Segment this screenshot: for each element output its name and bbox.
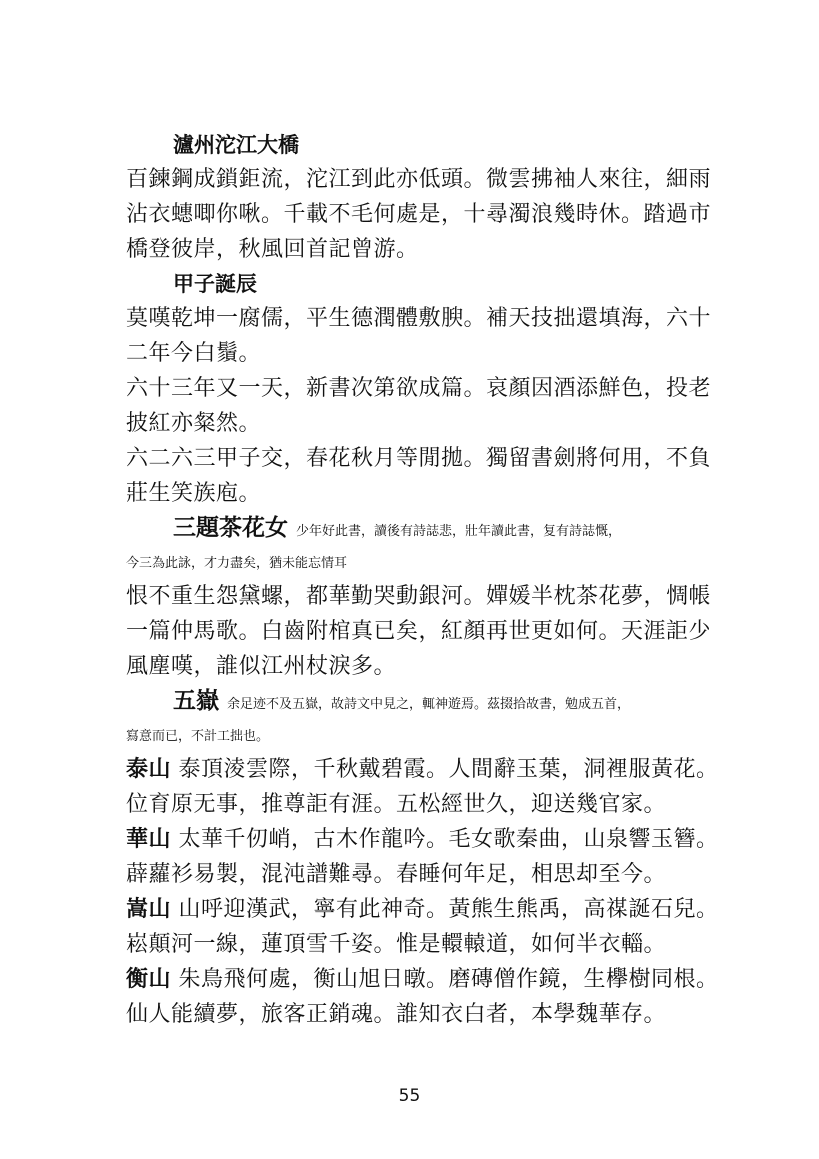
poem-line: 恨不重生怨黛螺，都華勤哭動銀河。嬋媛半枕茶花夢，惆帳 <box>126 584 712 609</box>
mountain-line <box>126 962 726 997</box>
poem-note: 余足迹不及五嶽，故詩文中見之，輒神遊焉。茲掇拾故書，勉成五首， <box>227 697 631 712</box>
document-page <box>126 128 726 1032</box>
poem-line: 莫嘆乾坤一腐儒，平生德潤體敷腴。補天技拙還填海，六十 <box>126 306 712 331</box>
poem-line: 二年今白鬚。 <box>126 341 262 366</box>
poem-line: 六十三年又一天，新書次第欲成篇。哀顏因酒添鮮色，投老 <box>126 376 712 401</box>
poem-line: 莊生笑族庖。 <box>126 481 262 506</box>
mountain-name: 華山 <box>126 827 172 852</box>
poem-note: 少年好此書，讀後有詩誌悲，壯年讀此書，复有詩誌慨， <box>296 524 622 539</box>
mountain-verse: 崧顛河一線，蓮頂雪千姿。惟是轘轅道，如何半衣輜。 <box>126 932 667 957</box>
poem-title: 三題茶花女 <box>173 515 288 541</box>
mountain-verse: 太華千仞峭，古木作龍吟。毛女歌秦曲，山泉響玉簪。 <box>178 827 719 852</box>
mountain-verse: 薜蘿衫易製，混沌譜難尋。春睡何年足，相思却至今。 <box>126 862 667 887</box>
mountain-verse: 朱鳥飛何處，衡山旭日暾。磨磚僧作鏡，生欅樹同根。 <box>178 967 719 992</box>
poem-title-with-note <box>126 684 726 722</box>
poem-note-continued: 寫意而已，不計工拙也。 <box>126 729 270 744</box>
mountain-name: 嵩山 <box>126 897 172 922</box>
poem-title: 五嶽 <box>173 688 219 714</box>
mountain-verse: 山呼迎漢武，寧有此神奇。黃熊生熊禹，高禖誕石兒。 <box>178 897 719 922</box>
mountain-verse: 泰頂淩雲際，千秋戴碧霞。人間辭玉葉，洞裡服黃花。 <box>178 757 719 782</box>
poem-line: 百鍊鋼成鎖鉅流，沱江到此亦低頭。微雲拂袖人來往，細雨 <box>126 167 712 192</box>
poem-line: 風塵嘆，誰似江州杖淚多。 <box>126 654 397 679</box>
mountain-verse: 位育原无事，推尊詎有涯。五松經世久，迎送幾官家。 <box>126 792 667 817</box>
mountain-line <box>126 892 726 927</box>
poem-line: 沾衣蟪唧你啾。千載不毛何處是，十尋濁浪幾時休。踏過市 <box>126 202 712 227</box>
mountain-line <box>126 752 726 787</box>
poem-line: 披紅亦粲然。 <box>126 411 262 436</box>
poem-line: 一篇仲馬歌。白齒附棺真已矣，紅顏再世更如何。天涯詎少 <box>126 619 712 644</box>
mountain-line <box>126 822 726 857</box>
poem-title: 瀘州沱江大橋 <box>173 133 299 157</box>
poem-note-continued: 今三為此詠，才力盡矣，猶未能忘情耳 <box>126 556 348 571</box>
poem-line: 六二六三甲子交，春花秋月等閒拋。獨留書劍將何用，不負 <box>126 446 712 471</box>
poem-title-with-note <box>126 511 726 549</box>
mountain-name: 泰山 <box>126 757 172 782</box>
mountain-verse: 仙人能續夢，旅客正銷魂。誰知衣白者，本學魏華存。 <box>126 1002 667 1027</box>
poem-title: 甲子誕辰 <box>173 272 257 296</box>
poem-line: 橋登彼岸，秋風回首記曾游。 <box>126 237 419 262</box>
mountain-name: 衡山 <box>126 967 172 992</box>
page-number: 55 <box>398 1086 421 1106</box>
